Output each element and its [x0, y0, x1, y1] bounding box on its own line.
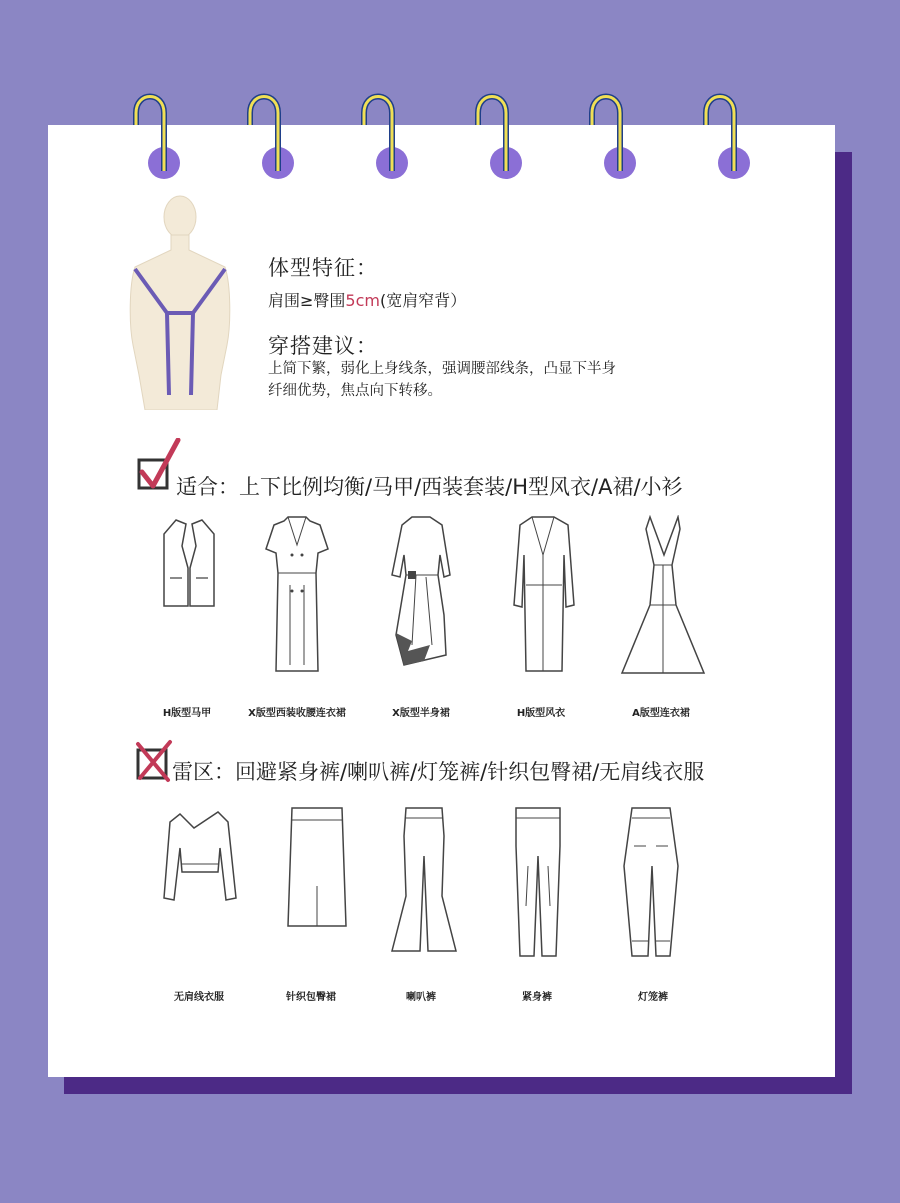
- pencil-skirt-icon: [280, 806, 355, 931]
- garment-caption: H版型马甲: [162, 708, 212, 719]
- skirt-dress-icon: [386, 515, 456, 675]
- body-type-desc: 肩围≥臀围5cm(宽肩窄背）: [268, 291, 467, 310]
- binder-ring-icon: [702, 85, 762, 185]
- off-shoulder-top-icon: [160, 808, 240, 903]
- flare-pants-icon: [388, 806, 460, 956]
- lantern-pants-icon: [620, 806, 682, 958]
- binder-ring-icon: [360, 85, 420, 185]
- garment-caption: 灯笼裤: [638, 992, 668, 1003]
- highlight-value: 5cm: [345, 291, 380, 310]
- avoid-heading: 雷区：回避紧身裤/喇叭裤/灯笼裤/针织包臀裙/无肩线衣服: [172, 760, 705, 784]
- vest-icon: [160, 518, 218, 608]
- garment-caption: 针织包臀裙: [286, 992, 336, 1003]
- garment-caption: 喇叭裤: [406, 992, 436, 1003]
- a-line-dress-icon: [618, 515, 708, 680]
- trench-coat-icon: [508, 515, 578, 675]
- garment-caption: H版型风衣: [516, 708, 566, 719]
- advice-line-2: 纤细优势，焦点向下转移。: [268, 383, 442, 399]
- binder-ring-icon: [246, 85, 306, 185]
- garment-caption: A版型连衣裙: [632, 708, 690, 719]
- garment-caption: 无肩线衣服: [174, 992, 224, 1003]
- suitable-heading: 适合：上下比例均衡/马甲/西装套装/H型风衣/A裙/小衫: [176, 475, 683, 499]
- garment-caption: X版型半身裙: [392, 708, 450, 719]
- body-type-title: 体型特征：: [268, 256, 378, 280]
- advice-title: 穿搭建议：: [268, 334, 378, 358]
- body-figure-icon: [125, 195, 235, 410]
- binder-ring-icon: [588, 85, 648, 185]
- binder-ring-icon: [474, 85, 534, 185]
- garment-caption: 紧身裤: [522, 992, 552, 1003]
- skinny-pants-icon: [508, 806, 568, 958]
- dress-icon: [262, 515, 332, 675]
- garment-caption: X版型西装收腰连衣裙: [248, 708, 346, 719]
- binder-ring-icon: [132, 85, 192, 185]
- advice-line-1: 上简下繁，弱化上身线条，强调腰部线条，凸显下半身: [268, 361, 616, 377]
